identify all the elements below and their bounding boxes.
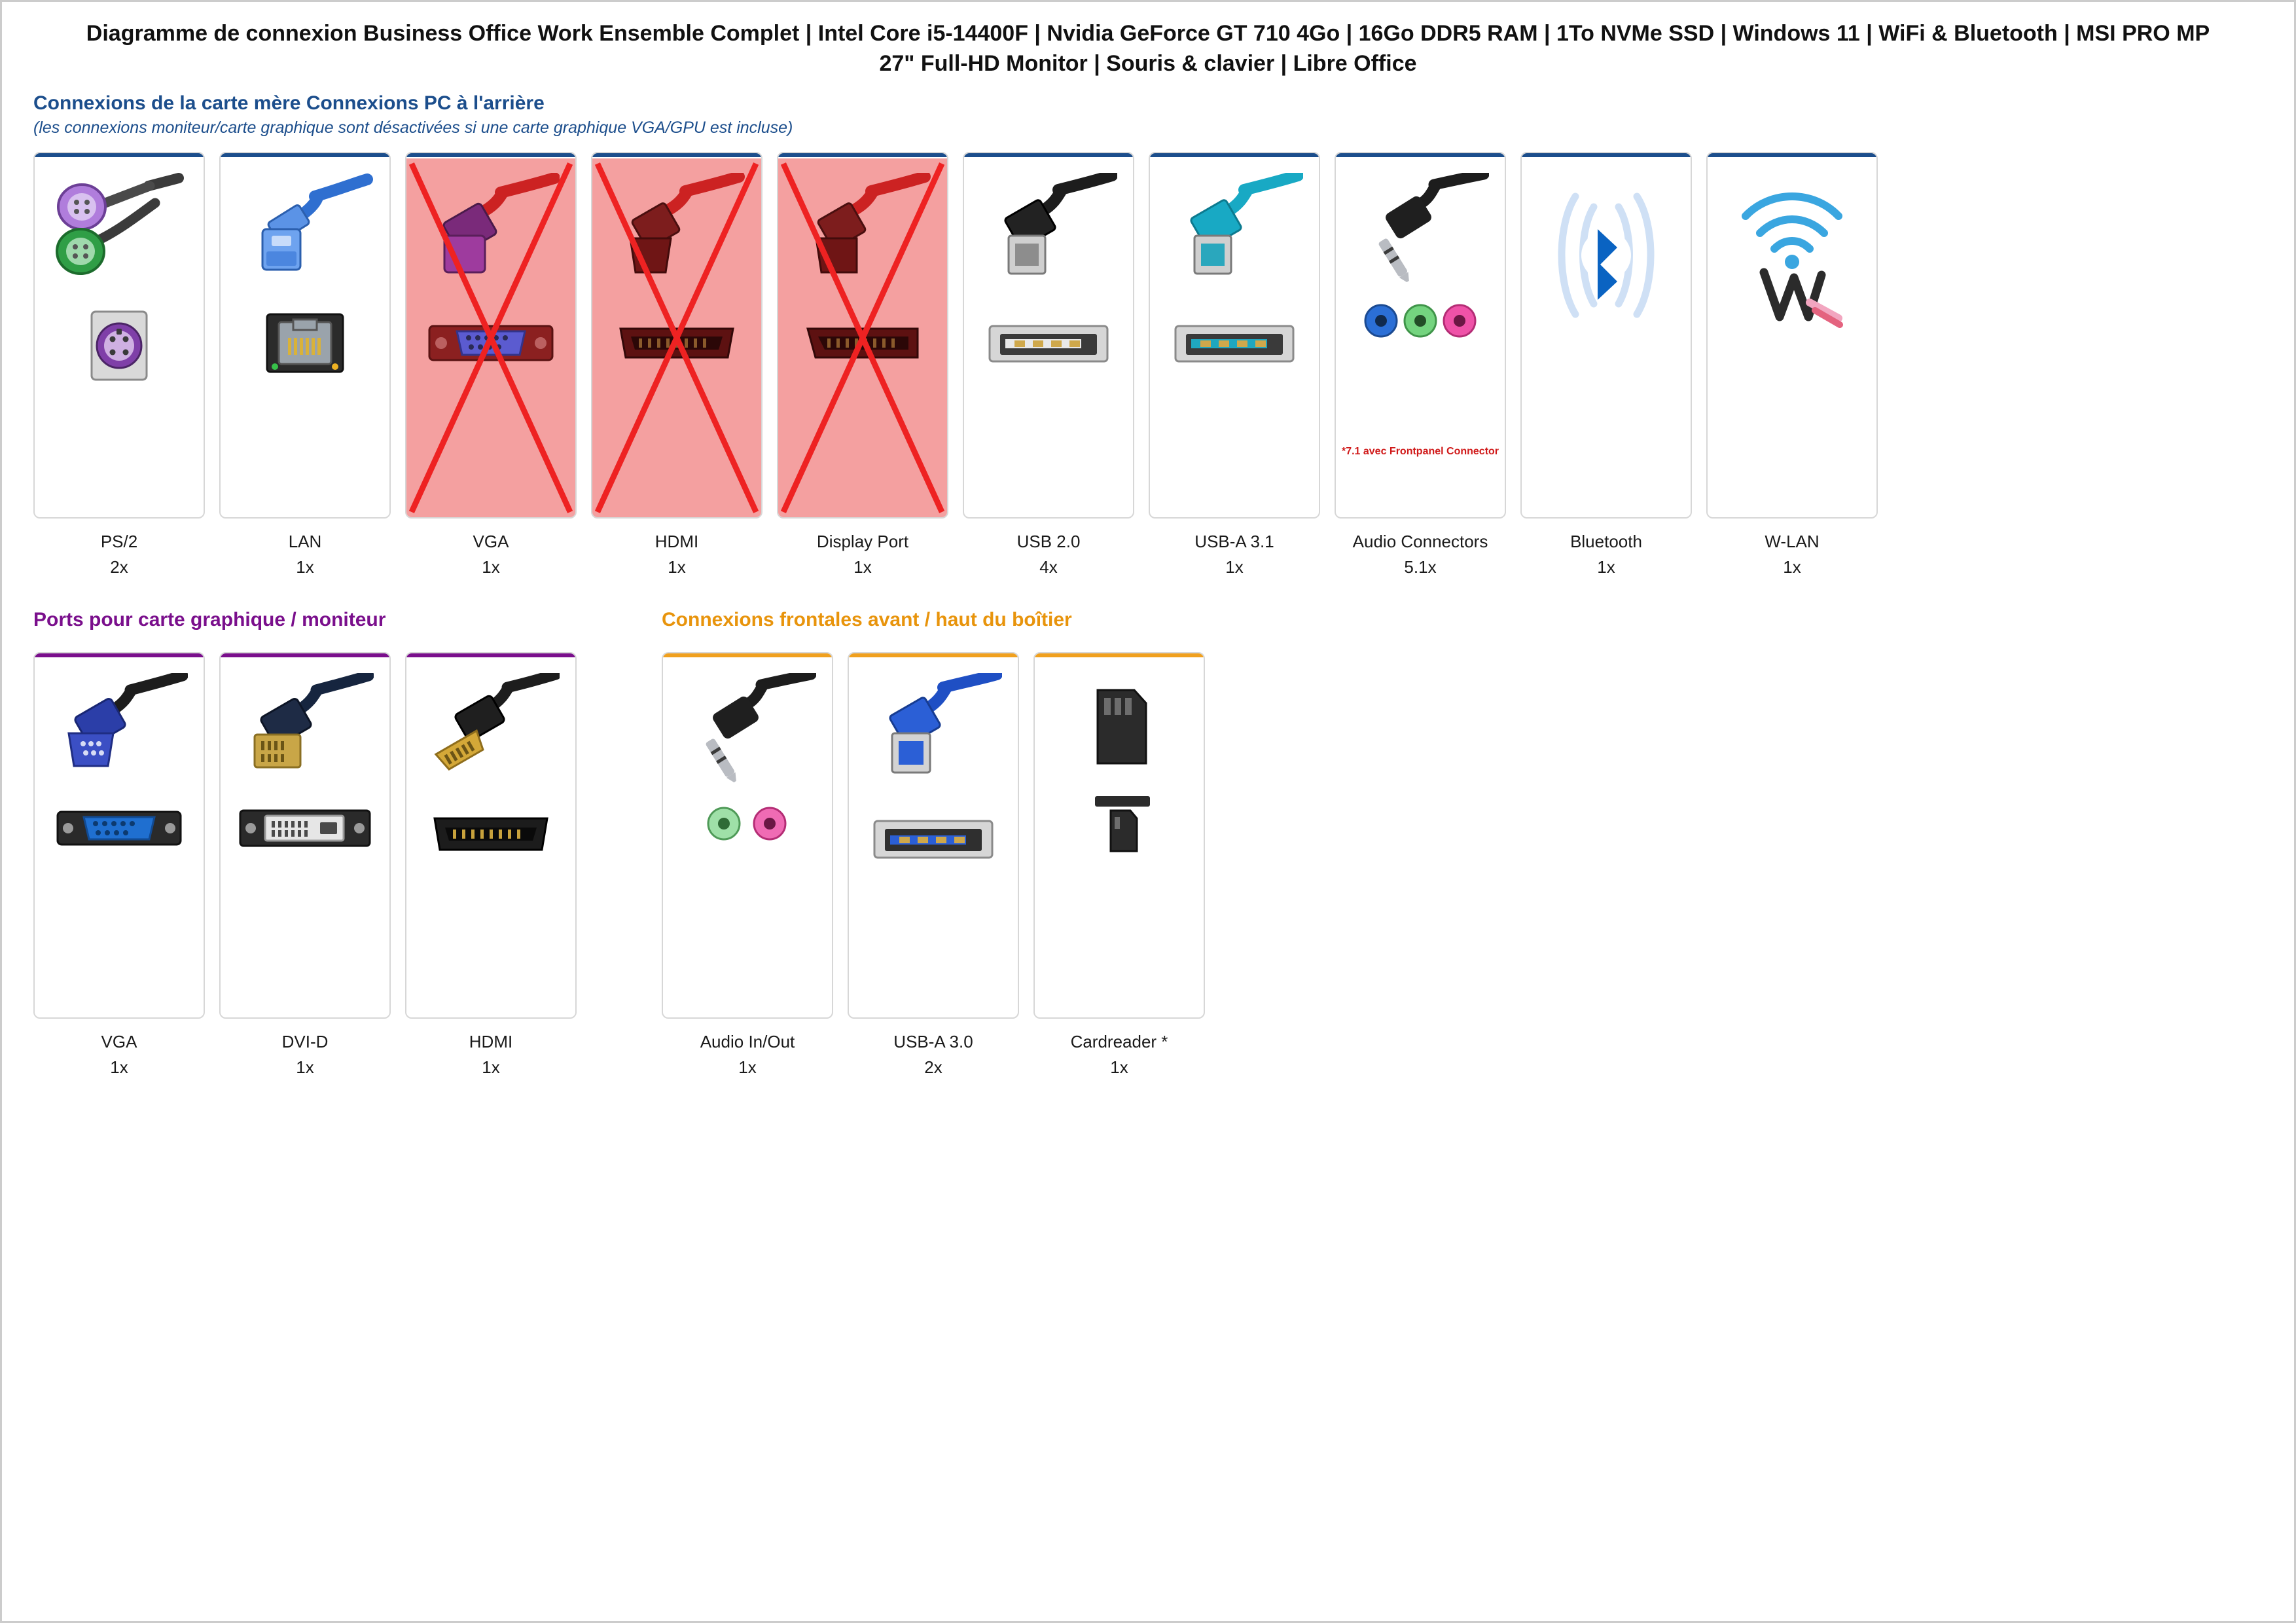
card-accent-bar [33, 152, 205, 157]
card-label: Bluetooth [1570, 531, 1642, 551]
card-audio-inout[interactable] [662, 652, 833, 1080]
card-lan[interactable] [219, 152, 391, 580]
card-accent-bar [1520, 152, 1692, 157]
card-qty: 1x [1783, 556, 1801, 577]
card-qty: 4x [1039, 556, 1058, 577]
card-displayport-rear[interactable] [777, 152, 948, 580]
dvi-d-cable-icon [221, 659, 389, 1017]
audio-jack-icon [1336, 158, 1505, 517]
card-label: USB 2.0 [1016, 531, 1081, 551]
card-caption [700, 1029, 795, 1080]
ps2-port-icon [35, 158, 204, 517]
card-label: Display Port [816, 531, 909, 551]
wifi-antenna-icon [1708, 158, 1876, 517]
card-label: USB-A 3.0 [893, 1031, 973, 1051]
card-caption [1071, 1029, 1168, 1080]
card-accent-bar [1033, 652, 1205, 657]
card-wlan[interactable] [1706, 152, 1878, 580]
card-qty: 1x [738, 1057, 757, 1077]
card-accent-bar [591, 152, 762, 157]
card-caption [282, 1029, 329, 1080]
bluetooth-icon [1522, 158, 1691, 517]
card-accent-bar [662, 652, 833, 657]
card-qty: 2x [924, 1057, 942, 1077]
section-gpu-heading: Ports pour carte graphique / moniteur [33, 608, 386, 630]
front-card-row [662, 652, 1264, 1080]
card-qty: 1x [1597, 556, 1615, 577]
card-caption [101, 529, 137, 580]
card-accent-bar [963, 152, 1134, 157]
card-qty: 1x [296, 1057, 314, 1077]
card-qty: 2x [110, 556, 128, 577]
card-label: HDMI [655, 531, 699, 551]
vga-port-icon [406, 158, 575, 517]
card-bluetooth[interactable] [1520, 152, 1692, 580]
section-gpu [33, 609, 636, 1080]
card-caption [289, 529, 322, 580]
rear-card-row [33, 152, 2263, 580]
card-qty: 1x [482, 556, 500, 577]
card-hdmi-rear[interactable] [591, 152, 762, 580]
card-qty: 1x [110, 1057, 128, 1077]
card-caption [817, 529, 908, 580]
card-caption [1017, 529, 1081, 580]
card-accent-bar [1706, 152, 1878, 157]
card-accent-bar [219, 652, 391, 657]
usb-a-30-front-icon [849, 659, 1018, 1017]
usb-a-20-port-icon [964, 158, 1133, 517]
card-accent-bar [1149, 152, 1320, 157]
card-label: USB-A 3.1 [1194, 531, 1274, 551]
card-accent-bar [1335, 152, 1506, 157]
rj45-lan-port-icon [221, 158, 389, 517]
card-dvid[interactable] [219, 652, 391, 1080]
card-qty: 5.1x [1404, 556, 1437, 577]
page-title: Diagramme de connexion Business Office Work Ensemble Complet | Intel Core i5-14400F | Nvidia GeForce GT 710 4Go | 16Go DDR5 RAM | 1To NVMe SSD | Windows 11 | WiFi & Bluetooth | MSI PRO MP 27" Full-HD Monitor | Souris & clavier | Libre Office [86, 21, 2210, 76]
card-label: LAN [288, 531, 322, 551]
card-caption [473, 529, 509, 580]
card-label: Audio In/Out [700, 1031, 795, 1051]
card-label: VGA [101, 1031, 137, 1051]
card-usb-a-31[interactable] [1149, 152, 1320, 580]
section-rear [2, 84, 2294, 580]
card-caption [893, 1029, 973, 1080]
card-caption [1570, 529, 1642, 580]
card-accent-bar [405, 652, 577, 657]
card-label: HDMI [469, 1031, 513, 1051]
hdmi-port-icon [592, 158, 761, 517]
card-qty: 1x [296, 556, 314, 577]
vga-cable-icon [35, 659, 204, 1017]
card-label: PS/2 [100, 531, 138, 551]
card-usb20[interactable] [963, 152, 1134, 580]
card-ps2[interactable] [33, 152, 205, 580]
audio-footnote: *7.1 avec Frontpanel Connector [1341, 445, 1499, 457]
section-front [662, 609, 1264, 1080]
card-label: W-LAN [1765, 531, 1820, 551]
card-caption [101, 1029, 137, 1080]
card-label: DVI-D [281, 1031, 329, 1051]
card-accent-bar [848, 652, 1019, 657]
card-accent-bar [33, 652, 205, 657]
audio-inout-icon [663, 659, 832, 1017]
usb-a-31-port-icon [1150, 158, 1319, 517]
card-hdmi-gpu[interactable] [405, 652, 577, 1080]
section-rear-heading: Connexions de la carte mère Connexions PC à l'arrière [33, 92, 545, 114]
card-caption [1765, 529, 1819, 580]
section-rear-subheading: (les connexions moniteur/carte graphique sont désactivées si une carte graphique VGA/GPU est incluse) [33, 118, 793, 137]
card-label: VGA [473, 531, 509, 551]
section-front-heading: Connexions frontales avant / haut du boîtier [662, 608, 1072, 630]
hdmi-cable-icon [406, 659, 575, 1017]
card-audio-connectors[interactable] [1335, 152, 1506, 580]
card-accent-bar [405, 152, 577, 157]
card-qty: 1x [1110, 1057, 1128, 1077]
card-caption [1353, 529, 1488, 580]
cardreader-icon [1035, 659, 1204, 1017]
gpu-card-row [33, 652, 636, 1080]
card-vga-rear[interactable] [405, 152, 577, 580]
displayport-port-icon [778, 158, 947, 517]
card-label: Audio Connectors [1352, 531, 1488, 551]
card-caption [469, 1029, 512, 1080]
card-vga-gpu[interactable] [33, 652, 205, 1080]
card-usb-a-30-front[interactable] [848, 652, 1019, 1080]
card-qty: 1x [853, 556, 872, 577]
card-cardreader[interactable] [1033, 652, 1205, 1080]
card-caption [655, 529, 698, 580]
card-qty: 1x [482, 1057, 500, 1077]
card-qty: 1x [1225, 556, 1244, 577]
card-accent-bar [777, 152, 948, 157]
card-qty: 1x [668, 556, 686, 577]
lower-sections [2, 580, 2294, 1080]
card-label: Cardreader * [1070, 1031, 1168, 1051]
card-accent-bar [219, 152, 391, 157]
card-caption [1194, 529, 1274, 580]
